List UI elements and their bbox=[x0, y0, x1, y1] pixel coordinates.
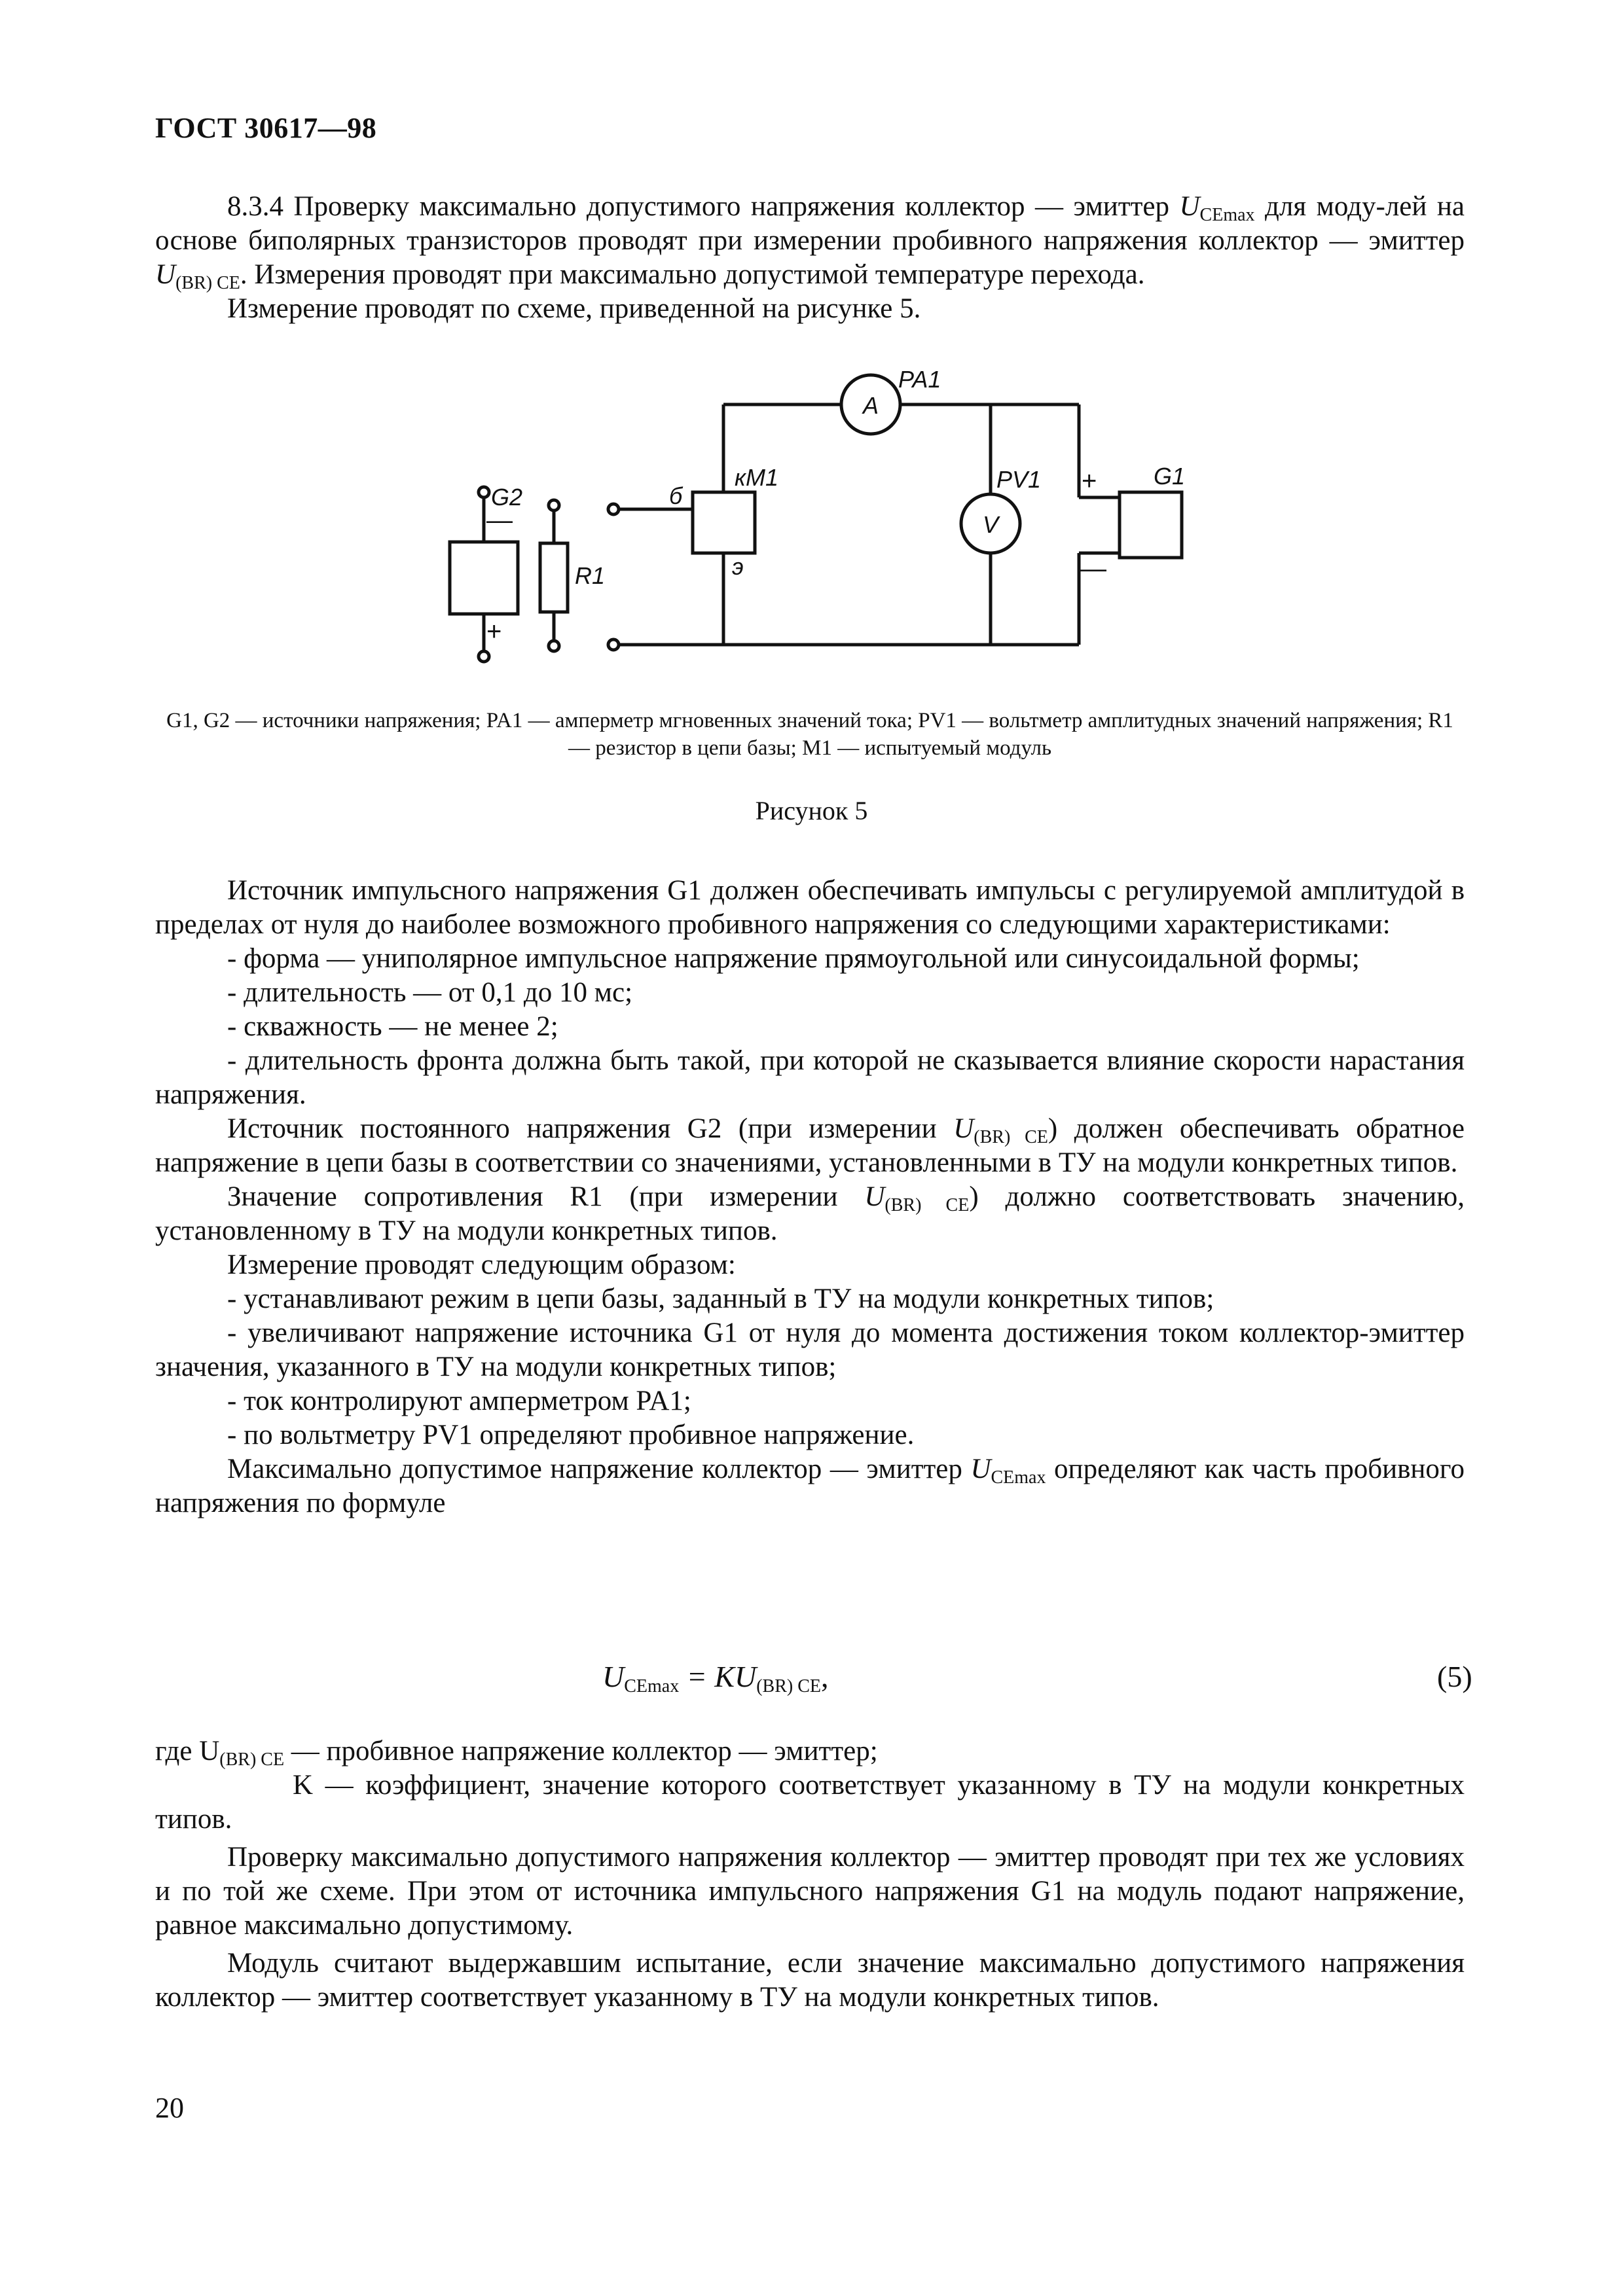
list-item: - по вольтметру PV1 определяют пробивное напряжение. bbox=[227, 1420, 915, 1450]
bottom-terminal bbox=[608, 639, 619, 650]
figure-title: Рисунок 5 bbox=[755, 796, 868, 825]
after-formula bbox=[155, 1734, 1465, 2015]
paragraph-8-3-4: 8.3.4 Проверку максимально допустимого напряжения коллектор — эмиттер $U_{CEmax}$ для моду-лей на основе биполярных транзисторов проводят при измерении пробивного напряжения коллектор — эмиттер $U_{(BR) CE}$. Измерения проводят при максимально допустимой температуре перехода. bbox=[155, 191, 1465, 293]
ammeter-symbol: A bbox=[863, 392, 879, 419]
km1-label: кM1 bbox=[735, 464, 779, 491]
g2-minus: — bbox=[486, 506, 513, 535]
circuit-diagram bbox=[0, 0, 1623, 694]
list-item: - скважность — не менее 2; bbox=[227, 1011, 558, 1042]
base-label: б bbox=[669, 482, 683, 509]
list-item: - длительность — от 0,1 до 10 мс; bbox=[227, 977, 633, 1008]
conclusion-paragraph: Модуль считают выдержавшим испытание, если значение максимально допустимого напряжения коллектор — эмиттер соответствует указанному в ТУ на модули конкретных типов. bbox=[155, 1948, 1465, 2013]
main-body bbox=[155, 874, 1465, 1520]
g1-label: G1 bbox=[1154, 463, 1186, 490]
r1-paragraph: Значение сопротивления R1 (при измерении $U_{(BR) CE}$) должно соответствовать значению, установленному в ТУ на модули конкретных типов. bbox=[155, 1181, 1465, 1246]
r1-top-terminal bbox=[549, 500, 559, 511]
k-definition: K — коэффициент, значение которого соответствует указанному в ТУ на модули конкретных типов. bbox=[155, 1770, 1465, 1835]
base-terminal bbox=[608, 504, 619, 514]
figure-caption: G1, G2 — источники напряжения; PA1 — амперметр мгновенных значений тока; PV1 — вольтметр амплитудных значений напряжения; R1 — резистор в цепи базы; M1 — испытуемый модуль bbox=[166, 709, 1453, 760]
check-paragraph: Проверку максимально допустимого напряжения коллектор — эмиттер проводят при тех же условиях и по той же схеме. При этом от источника импульсного напряжения G1 на модуль подают напряжение, равное максимально допустимому. bbox=[155, 1842, 1465, 1941]
r1-resistor-box bbox=[540, 543, 568, 612]
list-item: - увеличивают напряжение источника G1 от нуля до момента достижения током коллектор-эмиттер значения, указанного в ТУ на модули конкретных типов; bbox=[155, 1318, 1465, 1382]
module-m1-box bbox=[693, 492, 755, 553]
g2-bottom-terminal bbox=[479, 651, 489, 662]
paragraph-scheme-ref: Измерение проводят по схеме, приведенной на рисунке 5. bbox=[227, 293, 921, 324]
g2-source-box bbox=[450, 542, 518, 614]
list-item: - ток контролируют амперметром PA1; bbox=[227, 1386, 691, 1416]
where-line: где $U_{(BR) CE}$ — пробивное напряжение коллектор — эмиттер; bbox=[155, 1736, 878, 1770]
g1-intro: Источник импульсного напряжения G1 должен обеспечивать импульсы с регулируемой амплитудой в пределах от нуля до наиболее возможного пробивного напряжения со следующими характеристиками: bbox=[155, 875, 1465, 940]
procedure-intro: Измерение проводят следующим образом: bbox=[227, 1249, 736, 1280]
g1-minus: — bbox=[1080, 554, 1106, 583]
list-item: - форма — униполярное импульсное напряжение прямоугольной или синусоидальной формы; bbox=[227, 943, 1360, 974]
list-item: - устанавливают режим в цепи базы, заданный в ТУ на модули конкретных типов; bbox=[227, 1283, 1214, 1314]
page-number: 20 bbox=[155, 2092, 184, 2124]
formula-number: (5) bbox=[1437, 1660, 1472, 1693]
pv1-label: PV1 bbox=[996, 466, 1042, 493]
g1-plus: + bbox=[1082, 467, 1097, 495]
document-header: ГОСТ 30617—98 bbox=[155, 112, 377, 144]
r1-label: R1 bbox=[575, 562, 606, 589]
g2-plus: + bbox=[486, 617, 502, 646]
g1-source-box bbox=[1120, 492, 1182, 558]
pa1-label: PA1 bbox=[898, 366, 941, 393]
emitter-label: э bbox=[732, 553, 744, 580]
g2-paragraph: Источник постоянного напряжения G2 (при измерении $U_{(BR) CE}$) должен обеспечивать обратное напряжение в цепи базы в соответствии со значениями, установленными в ТУ на модули конкретных типов. bbox=[155, 1113, 1465, 1178]
g2-label: G2 bbox=[491, 484, 523, 511]
g2-top-terminal bbox=[479, 487, 489, 497]
list-item: - длительность фронта должна быть такой, при которой не сказывается влияние скорости нарастания напряжения. bbox=[155, 1045, 1465, 1110]
r1-bottom-terminal bbox=[549, 641, 559, 651]
max-paragraph: Максимально допустимое напряжение коллектор — эмиттер $U_{CEmax}$ определяют как часть пробивного напряжения по формуле bbox=[155, 1454, 1465, 1518]
formula-5: $U_{CEmax} = KU_{(BR) CE}$, bbox=[602, 1660, 829, 1696]
voltmeter-symbol: V bbox=[983, 511, 999, 538]
